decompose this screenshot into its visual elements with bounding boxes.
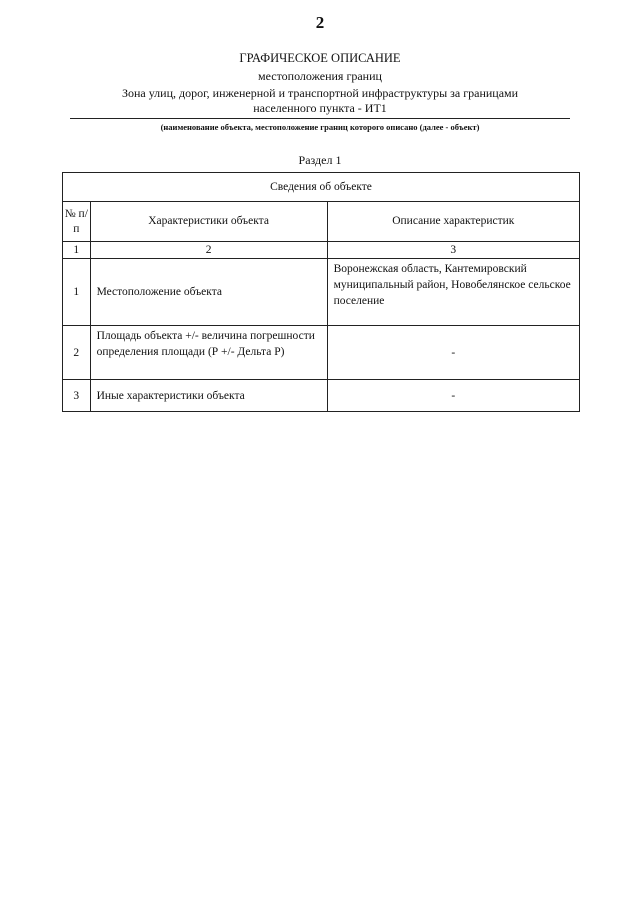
column-number-row [63, 242, 580, 259]
object-info-table [62, 172, 580, 412]
table-title-row [63, 173, 580, 202]
object-name: Зона улиц, дорог, инженерной и транспортной инфраструктуры за границами населенного пункта - ИТ1 [121, 86, 519, 115]
row-characteristic: Местоположение объекта [90, 259, 327, 326]
table-row [63, 326, 580, 380]
row-number: 3 [63, 380, 91, 412]
row-number: 2 [63, 326, 91, 380]
row-characteristic: Площадь объекта +/- величина погрешности определения площади (Р +/- Дельта Р) [90, 326, 327, 380]
row-description: - [327, 326, 579, 380]
row-description: - [327, 380, 579, 412]
column-number: 2 [90, 242, 327, 259]
column-header-number: № п/п [63, 202, 91, 242]
row-description: Воронежская область, Кантемировский муниципальный район, Новобелянское сельское поселение [327, 259, 579, 326]
row-number: 1 [63, 259, 91, 326]
table-row [63, 259, 580, 326]
object-name-caption: (наименование объекта, местоположение границ которого описано (далее - объект) [160, 122, 480, 132]
table-title: Сведения об объекте [63, 173, 580, 202]
page-number: 2 [315, 13, 325, 32]
section-label: Раздел 1 [298, 153, 342, 167]
document-subtitle: местоположения границ [258, 69, 382, 83]
column-number: 1 [63, 242, 91, 259]
document-title: ГРАФИЧЕСКОЕ ОПИСАНИЕ [239, 51, 401, 65]
table-header-row [63, 202, 580, 242]
row-characteristic: Иные характеристики объекта [90, 380, 327, 412]
object-name-underline [70, 118, 570, 119]
column-header-characteristic: Характеристики объекта [90, 202, 327, 242]
table-row [63, 380, 580, 412]
column-number: 3 [327, 242, 579, 259]
column-header-description: Описание характеристик [327, 202, 579, 242]
